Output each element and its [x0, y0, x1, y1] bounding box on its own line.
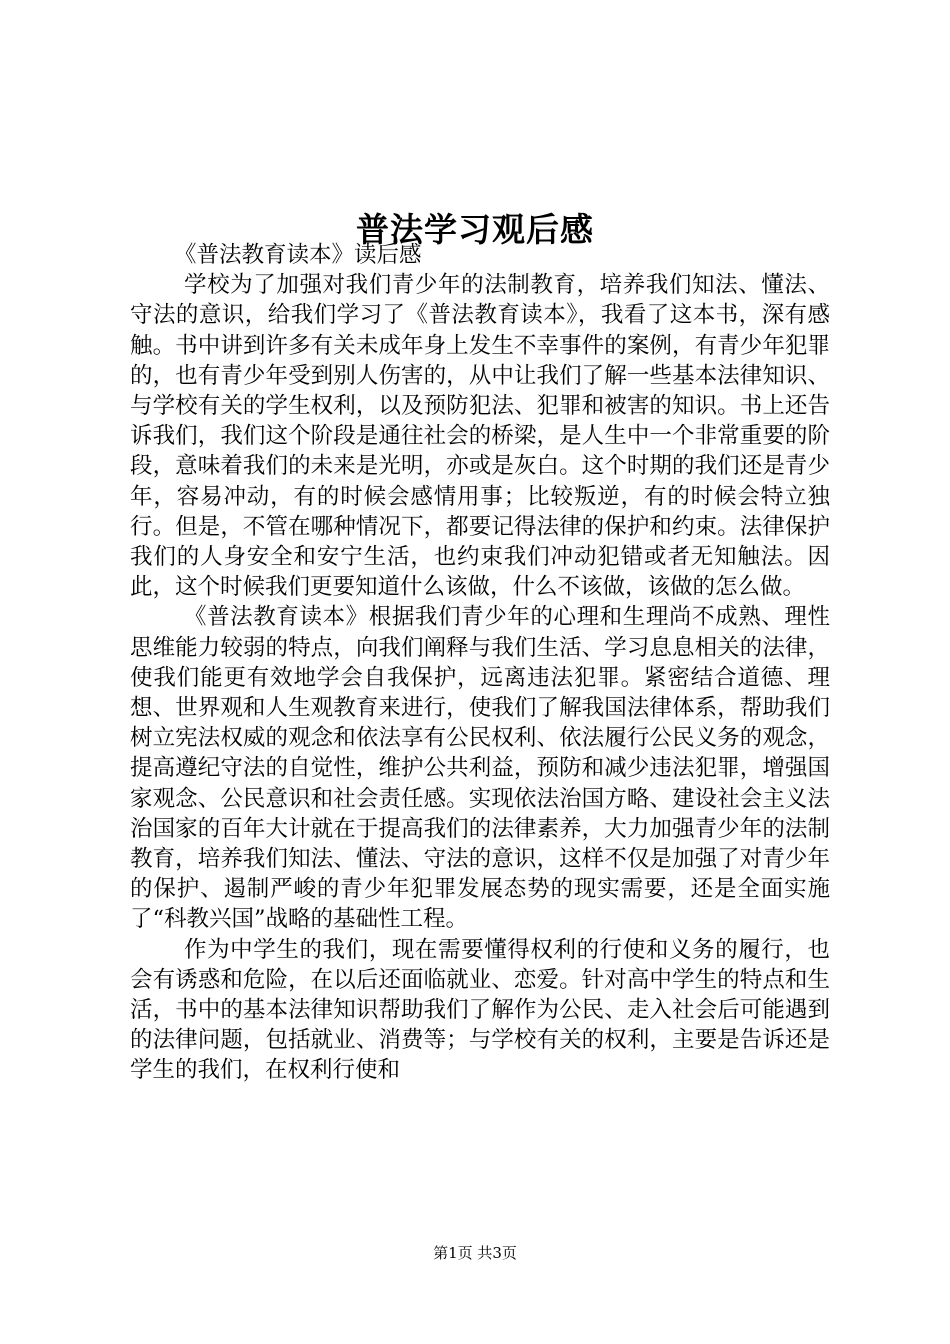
- document-title: 普法学习观后感: [356, 210, 594, 250]
- paragraph-1: 学校为了加强对我们青少年的法制教育，培养我们知法、懂法、守法的意识，给我们学习了《普法教育读本》，我看了这本书，深有感触。书中讲到许多有关未成年身上发生不幸事件的案例，有青少年犯罪的，也有青少年受到别人伤害的，从中让我们了解一些基本法律知识、与学校有关的学生权利，以及预防犯法、犯罪和被害的知识。书上还告诉我们，我们这个阶段是通往社会的桥梁，是人生中一个非常重要的阶段，意味着我们的未来是光明，亦或是灰白。这个时期的我们还是青少年，容易冲动，有的时候会感情用事；比较叛逆，有的时候会特立独行。但是，不管在哪种情况下，都要记得法律的保护和约束。法律保护我们的人身安全和安宁生活，也约束我们冲动犯错或者无知触法。因此，这个时候我们更要知道什么该做，什么不该做，该做的怎么做。: [130, 272, 830, 601]
- document-body: [130, 240, 830, 1086]
- document-subheading: 《普法教育读本》读后感: [174, 242, 422, 268]
- page-footer: 第1页 共3页: [433, 1244, 517, 1262]
- paragraph-2: 《普法教育读本》根据我们青少年的心理和生理尚不成熟、理性思维能力较弱的特点，向我们阐释与我们生活、学习息息相关的法律，使我们能更有效地学会自我保护，远离违法犯罪。紧密结合道德、理想、世界观和人生观教育来进行，使我们了解我国法律体系，帮助我们树立宪法权威的观念和依法享有公民权利、依法履行公民义务的观念，提高遵纪守法的自觉性，维护公共利益，预防和减少违法犯罪，增强国家观念、公民意识和社会责任感。实现依法治国方略、建设社会主义法治国家的百年大计就在于提高我们的法律素养，大力加强青少年的法制教育，培养我们知法、懂法、守法的意识，这样不仅是加强了对青少年的保护、遏制严峻的青少年犯罪发展态势的现实需要，还是全面实施了“科教兴国”战略的基础性工程。: [130, 604, 830, 933]
- paragraph-3: 作为中学生的我们，现在需要懂得权利的行使和义务的履行，也会有诱惑和危险，在以后还面临就业、恋爱。针对高中学生的特点和生活，书中的基本法律知识帮助我们了解作为公民、走入社会后可能遇到的法律问题，包括就业、消费等；与学校有关的权利，主要是告诉还是学生的我们，在权利行使和: [130, 936, 830, 1084]
